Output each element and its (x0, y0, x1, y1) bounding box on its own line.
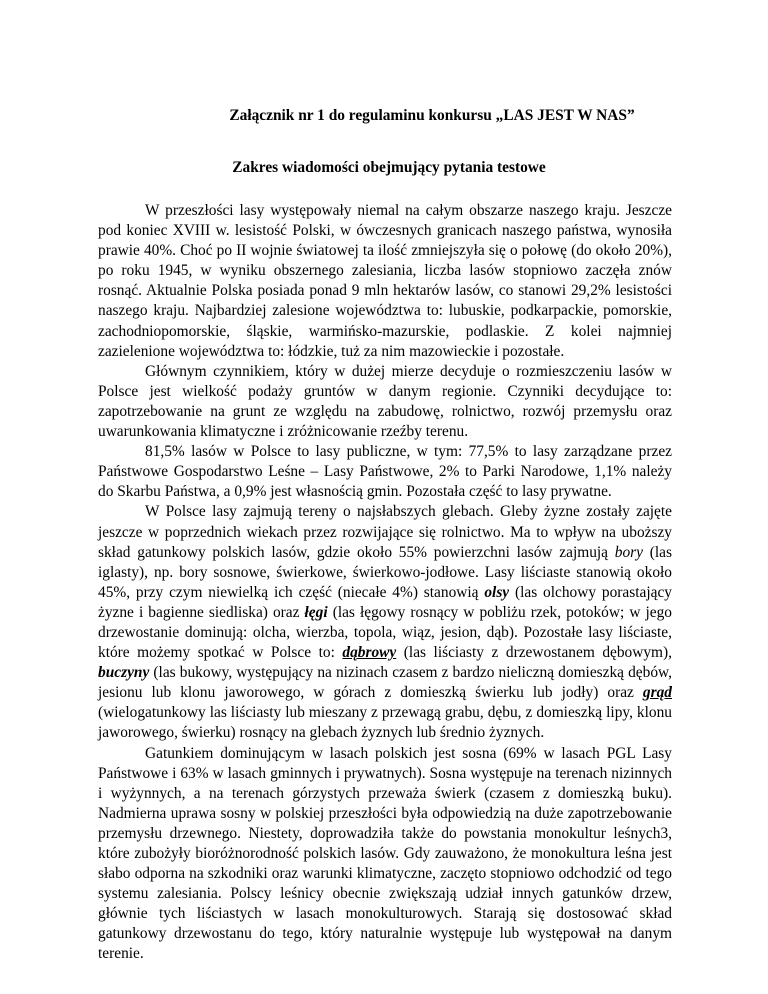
term-legi: łęgi (304, 603, 328, 621)
document-title: Załącznik nr 1 do regulaminu konkursu „LAS JEST W NAS” (229, 107, 635, 124)
paragraph-1: W przeszłości lasy występowały niemal na całym obszarze naszego kraju. Jeszcze pod koniec XVIII w. lesistość Polski, w ówczesnych granicach naszego państwa, wynosiła prawie 40%. Choć po II wojnie światowej ta ilość zmniejszyła się o połowę (do około 20%), po roku 1945, w wyniku obszernego zalesiania, liczba lasów stopniowo zaczęła znów rosnąć. Aktualnie Polska posiada ponad 9 mln hektarów lasów, co stanowi 29,2% lesistości naszego kraju. Najbardziej zalesione województwa to: lubuskie, podkarpackie, pomorskie, zachodniopomorskie, śląskie, warmińsko-mazurskie, podlaskie. Z kolei najmniej zazielenione województwa to: łódzkie, tuż za nim mazowieckie i pozostałe. (98, 202, 672, 360)
paragraph-4 (98, 502, 672, 743)
paragraph-4-text: (las olchowy porastający żyzne i bagienne siedliska) oraz (98, 583, 672, 621)
paragraph-4-text: (las łęgowy rosnący w pobliżu rzek, potoków; w jego drzewostanie dominują: olcha, wierzba, topola, wiąz, jesion, dąb). Pozostałe lasy liściaste, które możemy spotkać w Polsce to: (98, 603, 672, 662)
term-grad: grąd (642, 684, 672, 702)
term-olsy: olsy (484, 583, 510, 601)
paragraph-4-text: W Polsce lasy zajmują tereny o najsłabszych glebach. Gleby żyzne zostały zajęte jeszcze w poprzednich wiekach przez rozwijające się rolnictwo. Ma to wpływ na uboższy skład gatunkowy polskich lasów, gdzie około 55% powierzchni lasów zajmują (98, 503, 672, 561)
term-bory: bory (614, 543, 643, 561)
paragraph-5: Gatunkiem dominującym w lasach polskich jest sosna (69% w lasach PGL Lasy Państwowe i 63% w lasach gminnych i prywatnych). Sosna występuje na terenach nizinnych i wyżynnych, a na terenach górzystych przeważa świerk (czasem z domieszką buku). Nadmierna uprawa sosny w polskiej przeszłości była odpowiedzią na duże zapotrzebowanie przemysłu drzewnego. Niestety, doprowadziła także do powstania monokultur leśnych3, które zubożyły bioróżnorodność polskich lasów. Gdy zauważono, że monokultura leśna jest słabo odporna na szkodniki oraz warunki klimatyczne, zaczęto stopniowo odchodzić od tego systemu zalesiania. Polscy leśnicy obecnie zwiększają udział innych gatunków drzew, głównie tych liściastych w lasach monokulturowych. Starają się dostosować skład gatunkowy drzewostanu do tego, który naturalnie występuje lub występował na danym terenie. (98, 744, 672, 963)
paragraph-4-text: (wielogatunkowy las liściasty lub mieszany z przewagą grabu, dębu, z domieszką lipy, klonu jaworowego, świerku) rosnący na glebach żyznych lub średnio żyznych. (98, 704, 672, 742)
paragraph-3: 81,5% lasów w Polsce to lasy publiczne, w tym: 77,5% to lasy zarządzane przez Państwowe Gospodarstwo Leśne – Lasy Państwowe, 2% to Parki Narodowe, 1,1% należy do Skarbu Państwa, a 0,9% jest własnością gmin. Pozostała część to lasy prywatne. (98, 443, 672, 501)
document-body (98, 201, 672, 965)
paragraph-2: Głównym czynnikiem, który w dużej mierze decyduje o rozmieszczeniu lasów w Polsce jest wielkość podaży gruntów w danym regionie. Czynniki decydujące to: zapotrzebowanie na grunt ze względu na zabudowę, rolnictwo, rozwój przemysłu oraz uwarunkowania klimatyczne i zróżnicowanie rzeźby terenu. (98, 362, 672, 441)
paragraph-4-text: (las iglasty), np. bory sosnowe, świerkowe, świerkowo-jodłowe. Lasy liściaste stanowią około 45%, przy czym niewielką ich część (niecałe 4%) stanowią (98, 543, 672, 601)
paragraph-4-text: (las liściasty z drzewostanem dębowym), (396, 644, 672, 662)
document-subtitle: Zakres wiadomości obejmujący pytania testowe (232, 159, 546, 176)
term-dabrowy: dąbrowy (342, 644, 397, 662)
paragraph-4-text: (las bukowy, występujący na nizinach czasem z bardzo nieliczną domieszką dębów, jesionu lub klonu jaworowego, w górach z domieszką świerku lub jodły) oraz (98, 664, 672, 702)
term-buczyny: buczyny (98, 664, 150, 682)
